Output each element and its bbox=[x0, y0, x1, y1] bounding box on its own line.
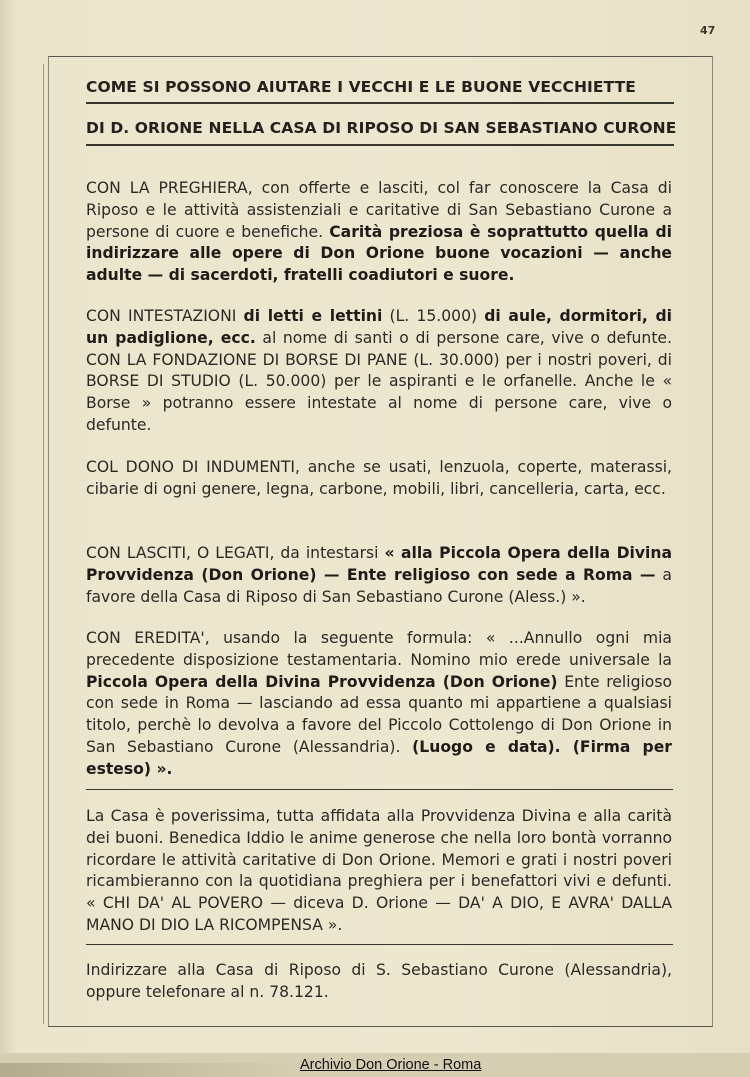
paragraph-bold-text: (Luogo e data). (Firma per esteso) ». bbox=[86, 737, 672, 778]
paragraph-bold-text: Piccola Opera della Divina Provvidenza (Don Orione) bbox=[86, 672, 558, 691]
paragraph-indirizzare bbox=[86, 960, 672, 1004]
paragraph-text: a favore della Casa di Riposo di San Sebastiano Curone (Aless.) ». bbox=[86, 565, 672, 606]
paragraph-text: CON LA PREGHIERA, con offerte e lasciti, col far conoscere la Casa di Riposo e le attività assistenziali e caritative di San Sebastiano Curone a persone di cuore e benefiche. bbox=[86, 179, 672, 241]
paragraph-lasciti bbox=[86, 543, 672, 608]
paragraph-bold-text: Carità preziosa è soprattutto quella di indirizzare alle opere di Don Orione buone vocazioni — anche adulte — di sacerdoti, fratelli coadiutori e suore. bbox=[86, 222, 672, 285]
footer-shadow bbox=[0, 1063, 300, 1077]
paragraph-text: La Casa è poverissima, tutta affidata alla Provvidenza Divina e alla carità dei buoni. Benedica Iddio le anime generose che nella loro bontà vorranno ricordare le attività caritative di Don Orione. Memori e grati i nostri poveri ricambieranno con la quotidiana preghiera per i benefattori vivi e defunti. « CHI DA' AL POVERO — diceva D. Orione — DA' A DIO, E AVRA' DALLA MANO DI DIO LA RICOMPENSA ». bbox=[86, 807, 672, 934]
paragraph-text: Indirizzare alla Casa di Riposo di S. Sebastiano Curone (Alessandria), oppure telefonare al n. 78.121. bbox=[86, 961, 672, 1001]
paragraph-bold-text: di aule, dormitori, di un padiglione, ecc. bbox=[86, 307, 672, 347]
paragraph-text: COL DONO DI INDUMENTI, anche se usati, lenzuola, coperte, materassi, cibarie di ogni genere, legna, carbone, mobili, libri, cancelleria, carta, ecc. bbox=[86, 458, 672, 498]
paragraph-text: al nome di santi o di persone care, vive o defunte. CON LA FONDAZIONE DI BORSE DI PANE (L. 30.000) per i nostri poveri, di BORSE DI STUDIO (L. 50.000) per le aspiranti e le orfanelle. Anche le « Borse » potranno essere intestate al nome di persone care, vive o defunte. bbox=[86, 328, 672, 434]
frame-outer-line bbox=[43, 64, 44, 1024]
paragraph-text: CON EREDITA', usando la seguente formula: « ...Annullo ogni mia precedente disposizione testamentaria. Nomino mio erede universale la bbox=[86, 629, 672, 669]
heading-line-2: DI D. ORIONE NELLA CASA DI RIPOSO DI SAN SEBASTIANO CURONE bbox=[86, 119, 677, 137]
paragraph-eredita bbox=[86, 628, 672, 781]
heading-line-1: COME SI POSSONO AIUTARE I VECCHI E LE BUONE VECCHIETTE bbox=[86, 78, 636, 96]
paragraph-bold-text: « alla Piccola Opera della Divina Provvidenza (Don Orione) — Ente religioso con sede a Roma — bbox=[86, 544, 672, 584]
paragraph-bold-text: di letti e lettini bbox=[243, 307, 383, 325]
paragraph-text: CON LASCITI, O LEGATI, da intestarsi bbox=[86, 544, 385, 562]
paragraph-text: Ente religioso con sede in Roma — lasciando ad essa quanto mi appartiene a qualsiasi titolo, perchè lo devolva a favore del Piccolo Cottolengo di Don Orione in San Sebastiano Curone (Alessandria). bbox=[86, 672, 673, 756]
section-rule bbox=[86, 789, 673, 790]
section-rule bbox=[86, 944, 673, 945]
paragraph-casa-poverissima bbox=[86, 806, 672, 937]
heading-rule-1 bbox=[86, 102, 674, 104]
page-number: 47 bbox=[700, 24, 716, 37]
paragraph-text: CON INTESTAZIONI bbox=[86, 307, 244, 325]
heading-rule-2 bbox=[86, 144, 674, 146]
paragraph-text: (L. 15.000) bbox=[382, 307, 485, 325]
paragraph-indumenti bbox=[86, 457, 672, 501]
archive-watermark: Archivio Don Orione - Roma bbox=[300, 1057, 482, 1073]
paragraph-intestazioni bbox=[86, 306, 672, 437]
paragraph-preghiera bbox=[86, 178, 672, 287]
